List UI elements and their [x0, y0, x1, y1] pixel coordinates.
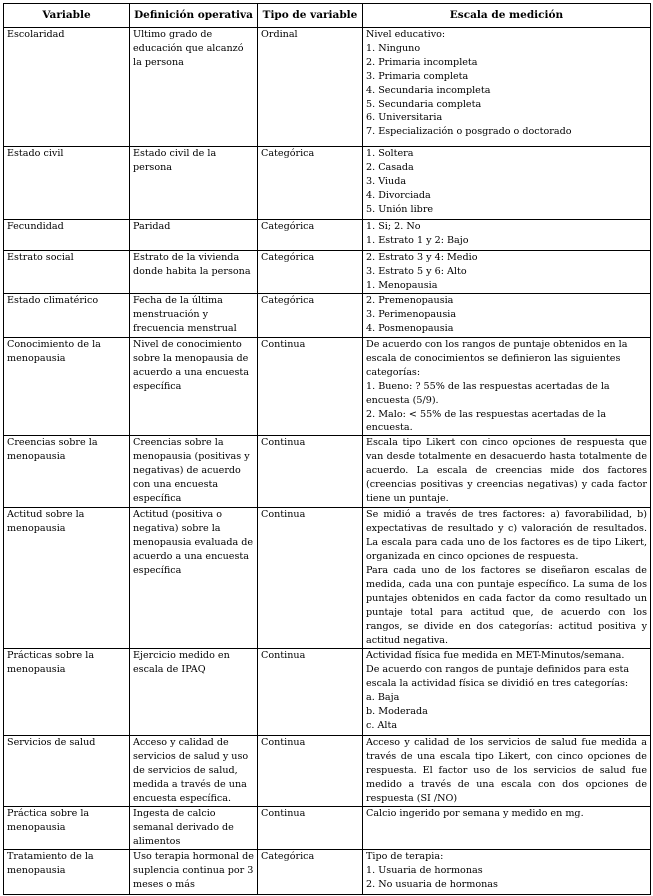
scale-line: Calcio ingerido por semana y medido en mg. — [366, 808, 584, 820]
scale-line: 2. Premenopausia — [366, 295, 454, 306]
cell-definicion: Estado civil de la persona — [130, 147, 258, 220]
cell-escala — [363, 251, 651, 294]
cell-escala — [363, 736, 651, 807]
cell-escala — [363, 649, 651, 736]
scale-line: 4. Posmenopausia — [366, 322, 454, 334]
cell-definicion: Uso terapia hormonal de suplencia continua por 3 meses o más — [130, 850, 258, 895]
cell-escala — [363, 220, 651, 251]
scale-line: 1. Si; 2. No — [366, 221, 421, 232]
table-row — [4, 251, 651, 294]
scale-line: 4. Secundaria incompleta — [366, 84, 491, 96]
scale-paragraph: Se midió a través de tres factores: a) favorabilidad, b) expectativas de resultado y c) valoración de resultados. La escala para cada uno de los factores es de tipo Likert, organizada en cinco opciones de respuesta. — [366, 509, 647, 563]
cell-variable: Actitud sobre la menopausia — [4, 508, 130, 649]
scale-line: 4. Divorciada — [366, 189, 431, 201]
cell-tipo: Continua — [258, 649, 363, 736]
scale-line: 2. Estrato 3 y 4: Medio — [366, 252, 478, 263]
cell-escala — [363, 807, 651, 850]
cell-tipo: Categórica — [258, 850, 363, 895]
scale-line: Tipo de terapia: — [366, 851, 444, 863]
cell-escala — [363, 436, 651, 508]
cell-escala — [363, 294, 651, 338]
cell-tipo: Continua — [258, 736, 363, 807]
scale-line: 1. Ninguno — [366, 42, 421, 54]
cell-tipo: Continua — [258, 807, 363, 850]
header-escala: Escala de medición — [363, 4, 651, 28]
scale-line: 1. Usuaria de hormonas — [366, 864, 483, 876]
cell-definicion: Acceso y calidad de servicios de salud y uso de servicios de salud, medida a través de una encuesta específica. — [130, 736, 258, 807]
cell-definicion: Actitud (positiva o negativa) sobre la menopausia evaluada de acuerdo a una encuesta específica — [130, 508, 258, 649]
header-tipo: Tipo de variable — [258, 4, 363, 28]
scale-line: 1. Menopausia — [366, 279, 438, 291]
scale-line: 6. Universitaria — [366, 112, 443, 124]
cell-variable: Tratamiento de la menopausia — [4, 850, 130, 895]
table-row — [4, 807, 651, 850]
scale-line: 7. Especialización o posgrado o doctorado — [366, 126, 572, 138]
table-row — [4, 294, 651, 338]
table-row — [4, 850, 651, 895]
table-row — [4, 436, 651, 508]
cell-escala — [363, 850, 651, 895]
header-definicion: Definición operativa — [130, 4, 258, 28]
cell-escala — [363, 508, 651, 649]
cell-tipo: Categórica — [258, 220, 363, 251]
cell-variable: Escolaridad — [4, 28, 130, 147]
scale-line: Actividad física fue medida en MET-Minutos/semana. — [366, 650, 625, 662]
scale-line: 5. Secundaria completa — [366, 98, 482, 110]
scale-line: 1. Estrato 1 y 2: Bajo — [366, 234, 469, 246]
scale-line: 2. Casada — [366, 161, 414, 173]
table-row — [4, 649, 651, 736]
scale-paragraph: 1. Bueno: ? 55% de las respuestas acertadas de la encuesta (5/9). — [366, 380, 610, 406]
table-header-row — [4, 4, 651, 28]
scale-line: 2. Primaria incompleta — [366, 56, 478, 68]
scale-line: 5. Unión libre — [366, 203, 434, 215]
cell-definicion: Paridad — [130, 220, 258, 251]
scale-paragraph: Escala tipo Likert con cinco opciones de respuesta que van desde totalmente en desacuerdo hasta totalmente de acuerdo. La escala de creencias mide dos factores (creencias positivas y creencias negativas) y cada factor tiene un puntaje. — [366, 437, 647, 504]
cell-variable: Estado climatérico — [4, 294, 130, 338]
table-row — [4, 147, 651, 220]
cell-variable: Estado civil — [4, 147, 130, 220]
table-row — [4, 508, 651, 649]
cell-tipo: Continua — [258, 508, 363, 649]
cell-tipo: Categórica — [258, 251, 363, 294]
cell-tipo: Continua — [258, 338, 363, 436]
cell-tipo: Categórica — [258, 294, 363, 338]
scale-paragraph: Para cada uno de los factores se diseñaron escalas de medida, cada una con puntaje específico. La suma de los puntajes obtenidos en cada factor da como resultado un puntaje total para actitud que, de acuerdo con los rangos, se divide en dos categorías: actitud positiva y actitud negativa. — [366, 564, 647, 646]
variables-table — [3, 3, 651, 895]
scale-paragraph: 2. Malo: < 55% de las respuestas acertadas de la encuesta. — [366, 408, 607, 434]
header-variable: Variable — [4, 4, 130, 28]
scale-line: b. Moderada — [366, 705, 428, 717]
cell-variable: Práctica sobre la menopausia — [4, 807, 130, 850]
cell-escala — [363, 28, 651, 147]
scale-line: 1. Soltera — [366, 148, 414, 159]
cell-tipo: Ordinal — [258, 28, 363, 147]
cell-variable: Servicios de salud — [4, 736, 130, 807]
cell-tipo: Categórica — [258, 147, 363, 220]
scale-line: 3. Estrato 5 y 6: Alto — [366, 265, 467, 277]
table-row — [4, 736, 651, 807]
cell-definicion: Ingesta de calcio semanal derivado de alimentos — [130, 807, 258, 850]
cell-escala — [363, 147, 651, 220]
cell-escala — [363, 338, 651, 436]
cell-variable: Estrato social — [4, 251, 130, 294]
cell-definicion: Creencias sobre la menopausia (positivas y negativas) de acuerdo con una encuesta específica — [130, 436, 258, 508]
table-row — [4, 338, 651, 436]
cell-tipo: Continua — [258, 436, 363, 508]
scale-paragraph: De acuerdo con rangos de puntaje definidos para esta escala la actividad física se dividió en tres categorías: — [366, 664, 630, 690]
cell-definicion: Fecha de la última menstruación y frecuencia menstrual — [130, 294, 258, 338]
scale-paragraph: Acceso y calidad de los servicios de salud fue medida a través de una escala tipo Likert, con cinco opciones de respuesta. El factor uso de los servicios de salud fue medido a través de una escala con dos opciones de respuesta (SI /NO) — [366, 737, 647, 804]
scale-line: a. Baja — [366, 692, 400, 704]
cell-definicion: Ultimo grado de educación que alcanzó la persona — [130, 28, 258, 147]
scale-line: 3. Primaria completa — [366, 70, 469, 82]
table-row — [4, 28, 651, 147]
cell-definicion: Estrato de la vivienda donde habita la persona — [130, 251, 258, 294]
scale-line: 3. Perimenopausia — [366, 308, 457, 320]
cell-variable: Creencias sobre la menopausia — [4, 436, 130, 508]
cell-variable: Conocimiento de la menopausia — [4, 338, 130, 436]
cell-definicion: Ejercicio medido en escala de IPAQ — [130, 649, 258, 736]
cell-variable: Fecundidad — [4, 220, 130, 251]
cell-variable: Prácticas sobre la menopausia — [4, 649, 130, 736]
scale-line: 3. Viuda — [366, 175, 407, 187]
cell-definicion: Nivel de conocimiento sobre la menopausia de acuerdo a una encuesta específica — [130, 338, 258, 436]
scale-line: c. Alta — [366, 719, 398, 731]
scale-line: 2. No usuaria de hormonas — [366, 878, 498, 890]
table-row — [4, 220, 651, 251]
scale-paragraph: De acuerdo con los rangos de puntaje obtenidos en la escala de conocimientos se definieron las siguientes categorías: — [366, 339, 628, 378]
scale-line: Nivel educativo: — [366, 29, 446, 40]
